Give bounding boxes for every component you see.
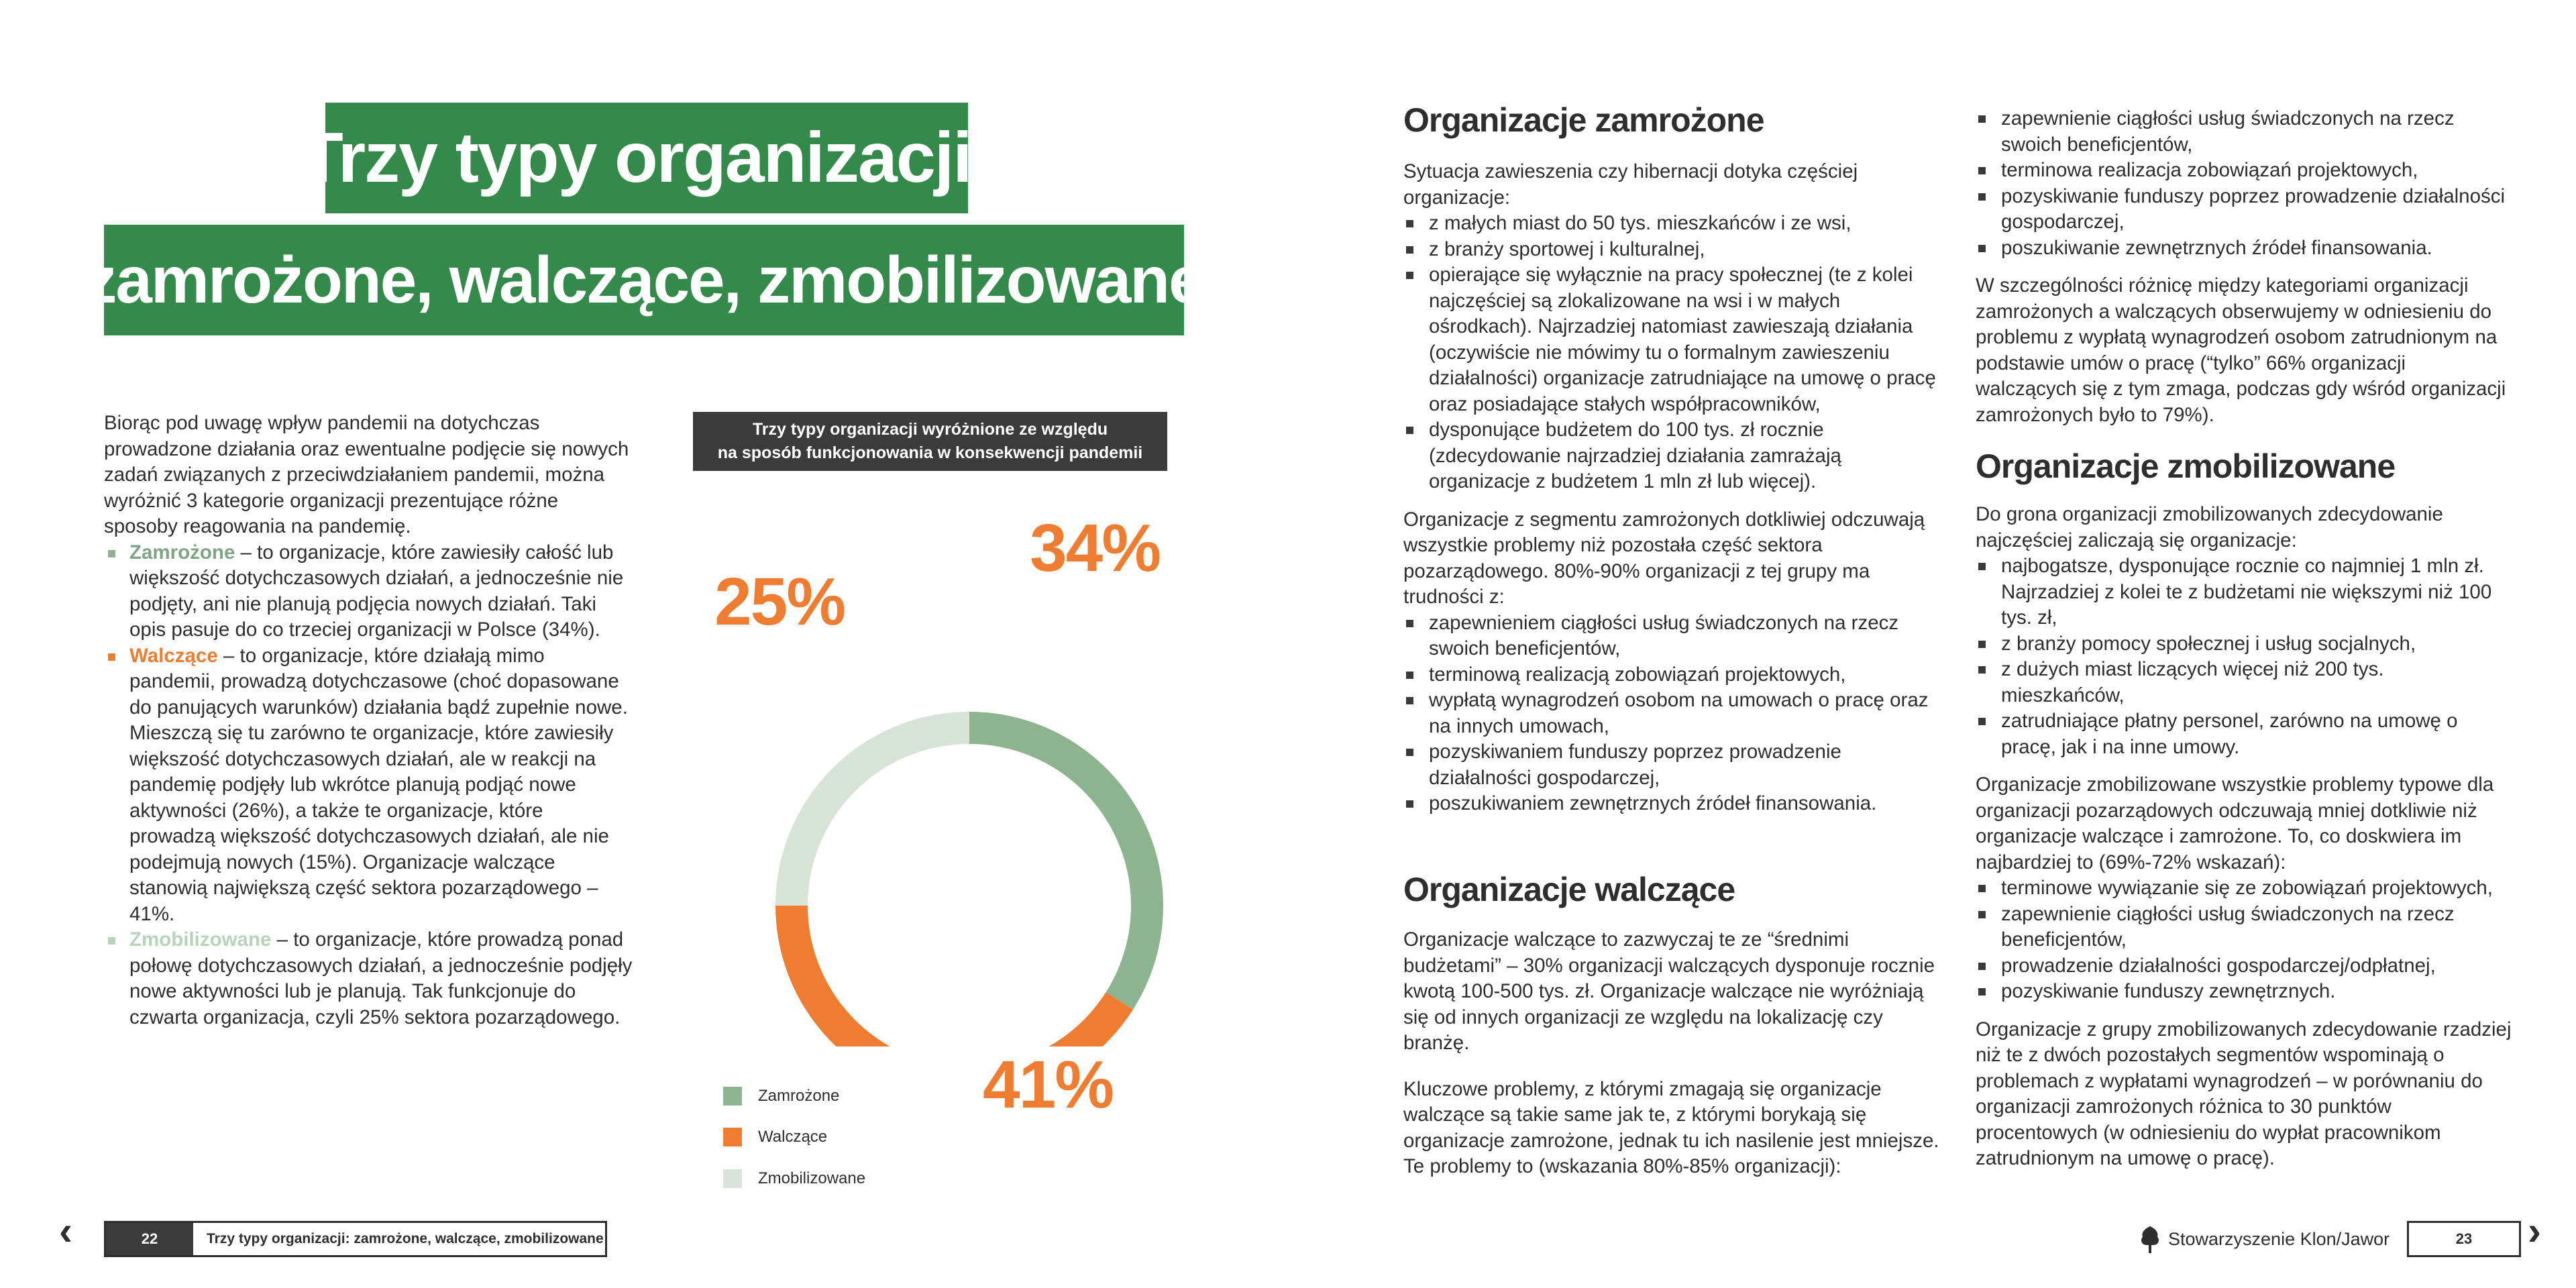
type-description: – to organizacje, które prowadzą ponad połowę dotychczasowych działań, a jednocześnie podjęły nowe aktywności lub je planują. Tak funkcjonuje do czwarta organizacja, czyli 25% sektora pozarządowego. [129,928,633,1028]
heading-zmobilizowane: Organizacje zmobilizowane [1976,447,2396,485]
bullet-square-icon [108,550,115,557]
bullet-square-icon [108,653,115,661]
chart-title-line-2: na sposób funkcjonowania w konsekwencji pandemii [717,443,1143,462]
left-text-column [104,411,634,1030]
left-page-number: 22 [106,1223,193,1255]
list-item: najbogatsze, dysponujące rocznie co najmniej 1 mln zł. Najrzadziej z kolei te z budżetami nie większymi niż 100 tys. zł, [1976,553,2512,631]
heading-walczace: Organizacje walczące [1403,871,1735,908]
prev-page-arrow-icon[interactable]: ‹ [59,1208,72,1253]
walczace-section [1403,927,1940,1180]
list-item: terminową realizacją zobowiązań projektowych, [1403,662,1940,688]
data-label-zmobilizowane: 25% [714,564,845,639]
list-item: zapewnieniem ciągłości usług świadczonych na rzecz swoich beneficjentów, [1403,610,1940,662]
type-item-zmobilizowane [104,927,634,1030]
list-item: dysponujące budżetem do 100 tys. zł rocznie (zdecydowanie najrzadziej działania zamrażają organizacje z budżetem 1 mln zł lub więcej). [1403,417,1940,495]
donut-chart [698,577,1261,1046]
legend-swatch-zamrozone [723,1087,742,1106]
list-item: z małych miast do 50 tys. mieszkańców i ze wsi, [1403,211,1940,237]
title-line-1: Trzy typy organizacji: [325,103,968,213]
heading-zamrozone: Organizacje zamrożone [1403,101,1764,139]
list-item: zapewnienie ciągłości usług świadczonych na rzecz swoich beneficjentów, [1976,106,2512,158]
legend-swatch-walczace [723,1128,742,1146]
type-item-walczace [104,643,634,928]
term-walczace: Walczące [129,644,218,667]
type-description: – to organizacje, które działają mimo pandemii, prowadzą dotychczasowe (choć dopasowane do panujących warunków) działania bądź zupełnie nowe. Mieszczą się tu zarówno te organizacje, które zawiesiły większość dotychczasowych działań, ale w reakcji na pandemię podjęły lub wkrótce planują podjąć nowe aktywności (26%), a także te organizacje, które prowadzą większość dotychczasowych działań, ale nie podejmują nowych (15%). Organizacje walczące stanowią największą część sektora pozarządowego – 41%. [129,644,628,925]
list-item: pozyskiwaniem funduszy poprzez prowadzenie działalności gospodarczej, [1403,739,1940,791]
term-zamrozone: Zamrożone [129,541,235,564]
walczace-comparison-paragraph: W szczególności różnicę między kategoriami organizacji zamrożonych a walczących obserwujemy w odniesieniu do problemu z wypłatą wynagrodzeń osobom zatrudnionym na podstawie umów o pracę (“tylko” 66% organizacji walczących się z tym zmaga, podczas gdy wśród organizacji zamrożonych było to 79%). [1976,274,2506,426]
zmobilizowane-section [1976,502,2512,1172]
type-item-zamrozone [104,540,634,643]
zamrozone-section [1403,159,1940,817]
legend-label-zamrozone: Zamrożone [758,1087,840,1105]
zmobilizowane-paragraph-3: Organizacje z grupy zmobilizowanych zdecydowanie rzadziej niż te z dwóch pozostałych segmentów wspominają o problemach z wypłatami wynagrodzeń – w porównaniu do organizacji zamrożonych różnica to 30 punktów procentowych (w odniesieniu do wypłat pracownikom zatrudnionym na umowę o pracę). [1976,1018,2512,1169]
list-item: pozyskiwanie funduszy poprzez prowadzenie działalności gospodarczej, [1976,184,2512,235]
right-footer-box [2407,1221,2521,1257]
donut-slice-zmobilizowane [792,728,969,906]
title-line-2: zamrożone, walczące, zmobilizowane [104,225,1184,335]
legend-swatch-zmobilizowane [723,1169,742,1188]
type-description: – to organizacje, które zawiesiły całość lub większość dotychczasowych działań, a jednocześnie nie podjęty, ani nie planują podjęcia nowych działań. Taki opis pasuje do co trzeciej organizacji w Polsce (34%). [129,541,624,641]
list-item: prowadzenie działalności gospodarczej/odpłatnej, [1976,953,2512,979]
tree-logo-icon [2137,1225,2163,1254]
data-label-walczace: 41% [983,1047,1114,1122]
running-title: Trzy typy organizacji: zamrożone, walczące, zmobilizowane [207,1231,604,1246]
list-item: zapewnienie ciągłości usług świadczonych na rzecz beneficjentów, [1976,902,2512,953]
zamrozone-paragraph-2: Organizacje z segmentu zamrożonych dotkliwiej odczuwają wszystkie problemy niż pozostała część sektora pozarządowego. 80%-90% organizacji z tej grupy ma trudności z: [1403,508,1925,608]
publisher-name: Stowarzyszenie Klon/Jawor [2168,1229,2390,1249]
legend-label-walczace: Walczące [758,1128,828,1146]
list-item: opierające się wyłącznie na pracy społecznej (te z kolei najczęściej są zlokalizowane na wsi i w małych ośrodkach). Najrzadziej natomiast zawieszają działania (oczywiście nie mówimy tu o formalnym zawieszeniu działalności) organizacje zatrudniające na umowę o pracę oraz posiadające stałych współpracowników, [1403,262,1940,417]
bullet-square-icon [108,937,115,945]
walczace-paragraph-2: Kluczowe problemy, z którymi zmagają się organizacje walczące są takie same jak te, z którymi borykają się organizacje zamrożone, jednak tu ich nasilenie jest mniejsze. Te problemy to (wskazania 80%-85% organizacji): [1403,1077,1939,1177]
list-item: wypłatą wynagrodzeń osobom na umowach o pracę oraz na innych umowach, [1403,688,1940,739]
list-item: z branży pomocy społecznej i usług socjalnych, [1976,631,2512,657]
left-footer-box [104,1221,607,1257]
list-item: pozyskiwanie funduszy zewnętrznych. [1976,979,2512,1005]
donut-slice-zamrożone [969,728,1147,1001]
zmobilizowane-paragraph-2: Organizacje zmobilizowane wszystkie problemy typowe dla organizacji pozarządowych odczuwają mniej dotkliwie niż organizacje walczące i zamrożone. To, co doskwiera im najbardziej to (69%-72% wskazań): [1976,773,2494,873]
zamrozone-intro: Sytuacja zawieszenia czy hibernacji dotyka częściej organizacje: [1403,160,1858,209]
list-item: z branży sportowej i kulturalnej, [1403,237,1940,263]
list-item: poszukiwanie zewnętrznych źródeł finansowania. [1976,235,2512,262]
list-item: poszukiwaniem zewnętrznych źródeł finansowania. [1403,791,1940,817]
intro-paragraph: Biorąc pod uwagę wpływ pandemii na dotychczas prowadzone działania oraz ewentualne podjęcie się nowych zadań związanych z przeciwdziałaniem pandemii, można wyróżnić 3 kategorie organizacji prezentujące różne sposoby reagowania na pandemię. [104,412,629,537]
list-item: terminowa realizacja zobowiązań projektowych, [1976,158,2512,184]
chart-title-line-1: Trzy typy organizacji wyróżnione ze względu [752,420,1108,439]
right-page-number: 23 [2455,1230,2473,1247]
list-item: zatrudniające płatny personel, zarówno na umowę o pracę, jak i na inne umowy. [1976,708,2512,760]
zmobilizowane-intro: Do grona organizacji zmobilizowanych zdecydowanie najczęściej zaliczają się organizacje: [1976,503,2443,551]
walczace-paragraph-1: Organizacje walczące to zazwyczaj te ze “średnimi budżetami” – 30% organizacji walczących dysponuje rocznie kwotą 100-500 tys. zł. Organizacje walczące nie wyróżniają się od innych organizacji ze względu na lokalizację czy branżę. [1403,928,1935,1054]
list-item: terminowe wywiązanie się ze zobowiązań projektowych, [1976,875,2512,902]
legend-label-zmobilizowane: Zmobilizowane [758,1169,866,1187]
chart-title [693,412,1167,471]
next-page-arrow-icon[interactable]: › [2528,1208,2541,1253]
list-item: z dużych miast liczących więcej niż 200 tys. mieszkańców, [1976,657,2512,708]
column-2-top [1976,106,2512,428]
donut-slice-walczące [792,906,1120,1046]
data-label-zamrozone: 34% [1030,511,1161,586]
term-zmobilizowane: Zmobilizowane [129,928,272,951]
